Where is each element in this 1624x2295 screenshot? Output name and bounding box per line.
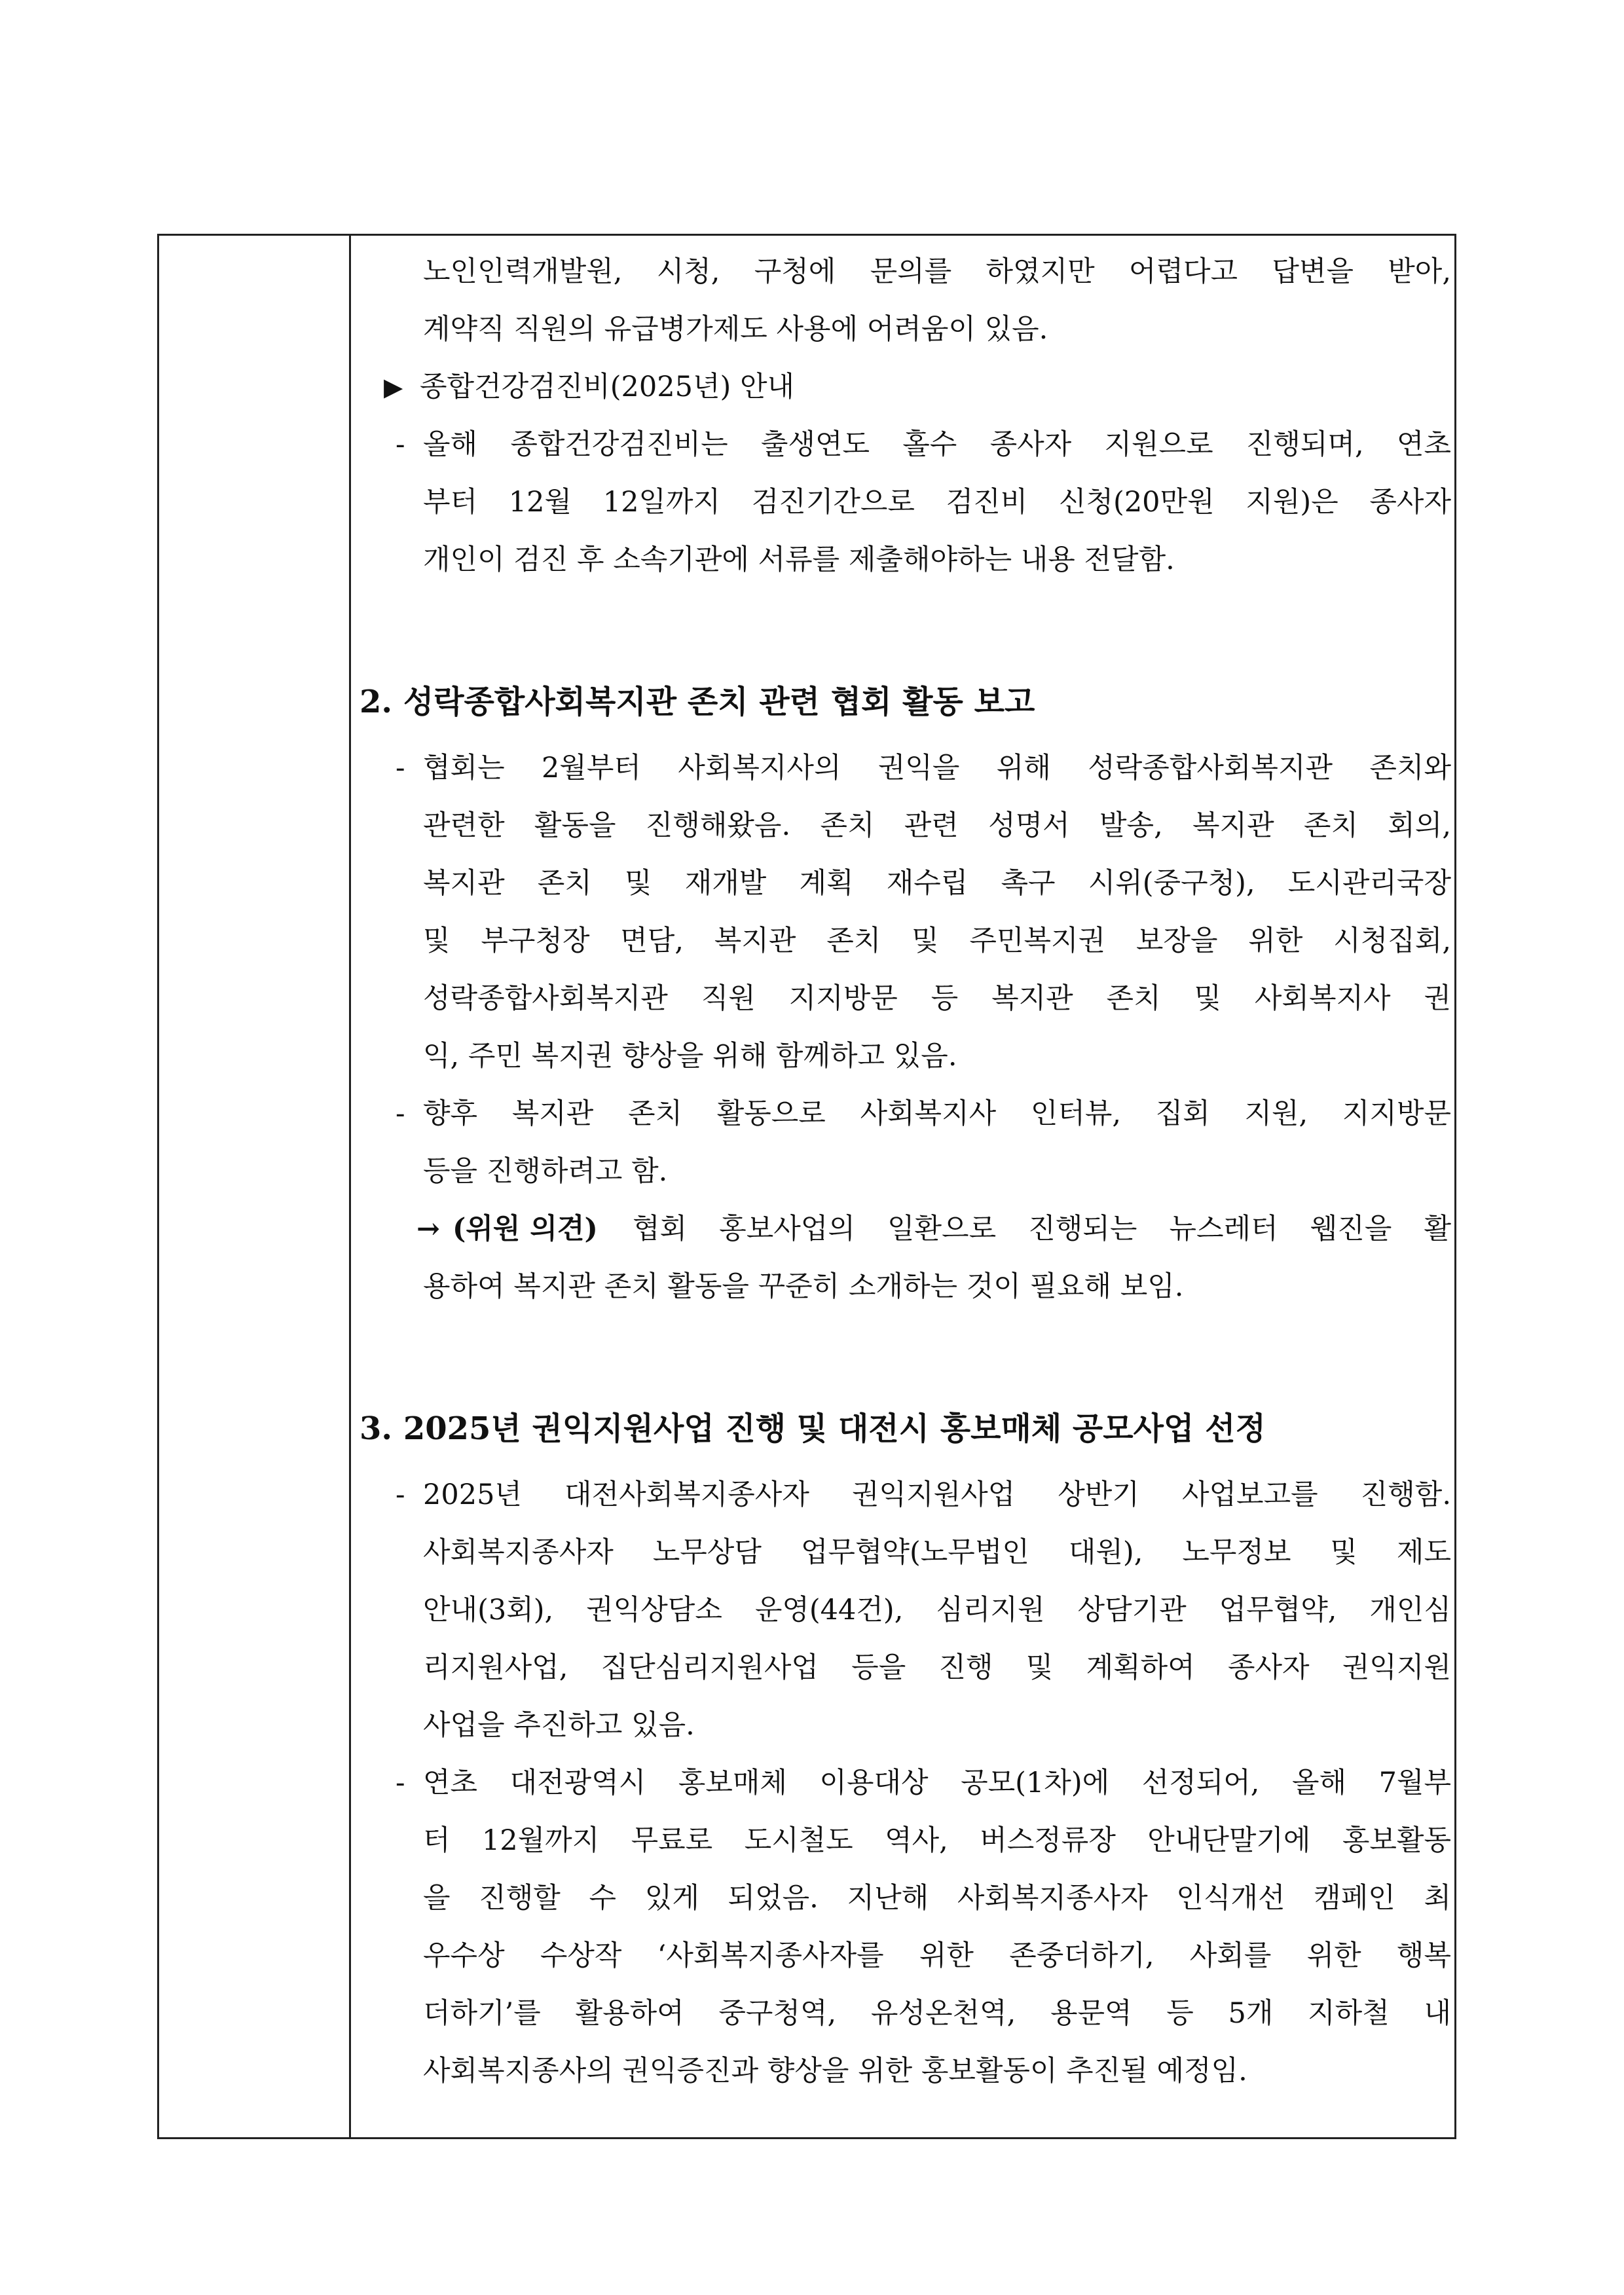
text-line: 향후 복지관 존치 활동으로 사회복지사 인터뷰, 집회 지원, 지지방문 (423, 1097, 1451, 1130)
dash-marker: - (396, 1097, 405, 1130)
text-line: 사업을 추진하고 있음. (423, 1709, 695, 1742)
text-line: 터 12월까지 무료로 도시철도 역사, 버스정류장 안내단말기에 홍보활동 (423, 1824, 1451, 1857)
table-left-column (159, 236, 351, 2137)
bullet-triangle-icon: ▶ (384, 373, 403, 401)
text-line: 익, 주민 복지권 향상을 위해 함께하고 있음. (423, 1040, 957, 1073)
text-line: 용하여 복지관 존치 활동을 꾸준히 소개하는 것이 필요해 보임. (423, 1270, 1184, 1303)
text-line: 사회복지종사자 노무상담 업무협약(노무법인 대원), 노무정보 및 제도 (423, 1536, 1451, 1569)
document-table (157, 234, 1456, 2139)
text-line: 협회는 2월부터 사회복지사의 권익을 위해 성락종합사회복지관 존치와 (423, 752, 1451, 784)
text-line: 협회 홍보사업의 일환으로 진행되는 뉴스레터 웹진을 활 (633, 1213, 1451, 1245)
text-line: 복지관 존치 및 재개발 계획 재수립 촉구 시위(중구청), 도시관리국장 (423, 867, 1451, 900)
section-heading: 3. 2025년 권익지원사업 진행 및 대전시 홍보매체 공모사업 선정 (360, 1410, 1266, 1447)
text-line: 더하기’를 활용하여 중구청역, 유성온천역, 용문역 등 5개 지하철 내 (423, 1997, 1451, 2030)
text-line: 및 부구청장 면담, 복지관 존치 및 주민복지권 보장을 위한 시청집회, (423, 925, 1451, 957)
opinion-label: (위원 의견) (452, 1213, 598, 1245)
section-heading: 2. 성락종합사회복지관 존치 관련 협회 활동 보고 (360, 684, 1035, 720)
text-line: 부터 12월 12일까지 검진기간으로 검진비 신청(20만원 지원)은 종사자 (423, 486, 1451, 519)
dash-marker: - (396, 1478, 405, 1511)
table-content-cell (351, 236, 1454, 2137)
bullet-title: 종합건강검진비(2025년) 안내 (420, 371, 795, 403)
text-line: 개인이 검진 후 소속기관에 서류를 제출해야하는 내용 전달함. (423, 543, 1175, 576)
dash-marker: - (396, 752, 405, 784)
arrow-right-icon: → (416, 1213, 441, 1245)
text-line: 우수상 수상작 ‘사회복지종사자를 위한 존중더하기, 사회를 위한 행복 (423, 1939, 1451, 1972)
text-line: 사회복지종사의 권익증진과 향상을 위한 홍보활동이 추진될 예정임. (423, 2055, 1247, 2087)
text-line: 2025년 대전사회복지종사자 권익지원사업 상반기 사업보고를 진행함. (423, 1478, 1451, 1511)
text-line: 올해 종합건강검진비는 출생연도 홀수 종사자 지원으로 진행되며, 연초 (423, 428, 1451, 461)
text-line: 노인인력개발원, 시청, 구청에 문의를 하였지만 어렵다고 답변을 받아, (423, 255, 1451, 288)
text-line: 안내(3회), 권익상담소 운영(44건), 심리지원 상담기관 업무협약, 개인심 (423, 1594, 1451, 1626)
text-line: 을 진행할 수 있게 되었음. 지난해 사회복지종사자 인식개선 캠페인 최 (423, 1882, 1451, 1915)
text-line: 성락종합사회복지관 직원 지지방문 등 복지관 존치 및 사회복지사 권 (423, 982, 1451, 1015)
text-line: 리지원사업, 집단심리지원사업 등을 진행 및 계획하여 종사자 권익지원 (423, 1651, 1451, 1684)
text-line: 계약직 직원의 유급병가제도 사용에 어려움이 있음. (423, 313, 1048, 346)
text-line: 등을 진행하려고 함. (423, 1155, 668, 1188)
text-line: 관련한 활동을 진행해왔음. 존치 관련 성명서 발송, 복지관 존치 회의, (423, 809, 1451, 842)
dash-marker: - (396, 1767, 405, 1799)
dash-marker: - (396, 428, 405, 461)
text-line: 연초 대전광역시 홍보매체 이용대상 공모(1차)에 선정되어, 올해 7월부 (423, 1767, 1451, 1799)
